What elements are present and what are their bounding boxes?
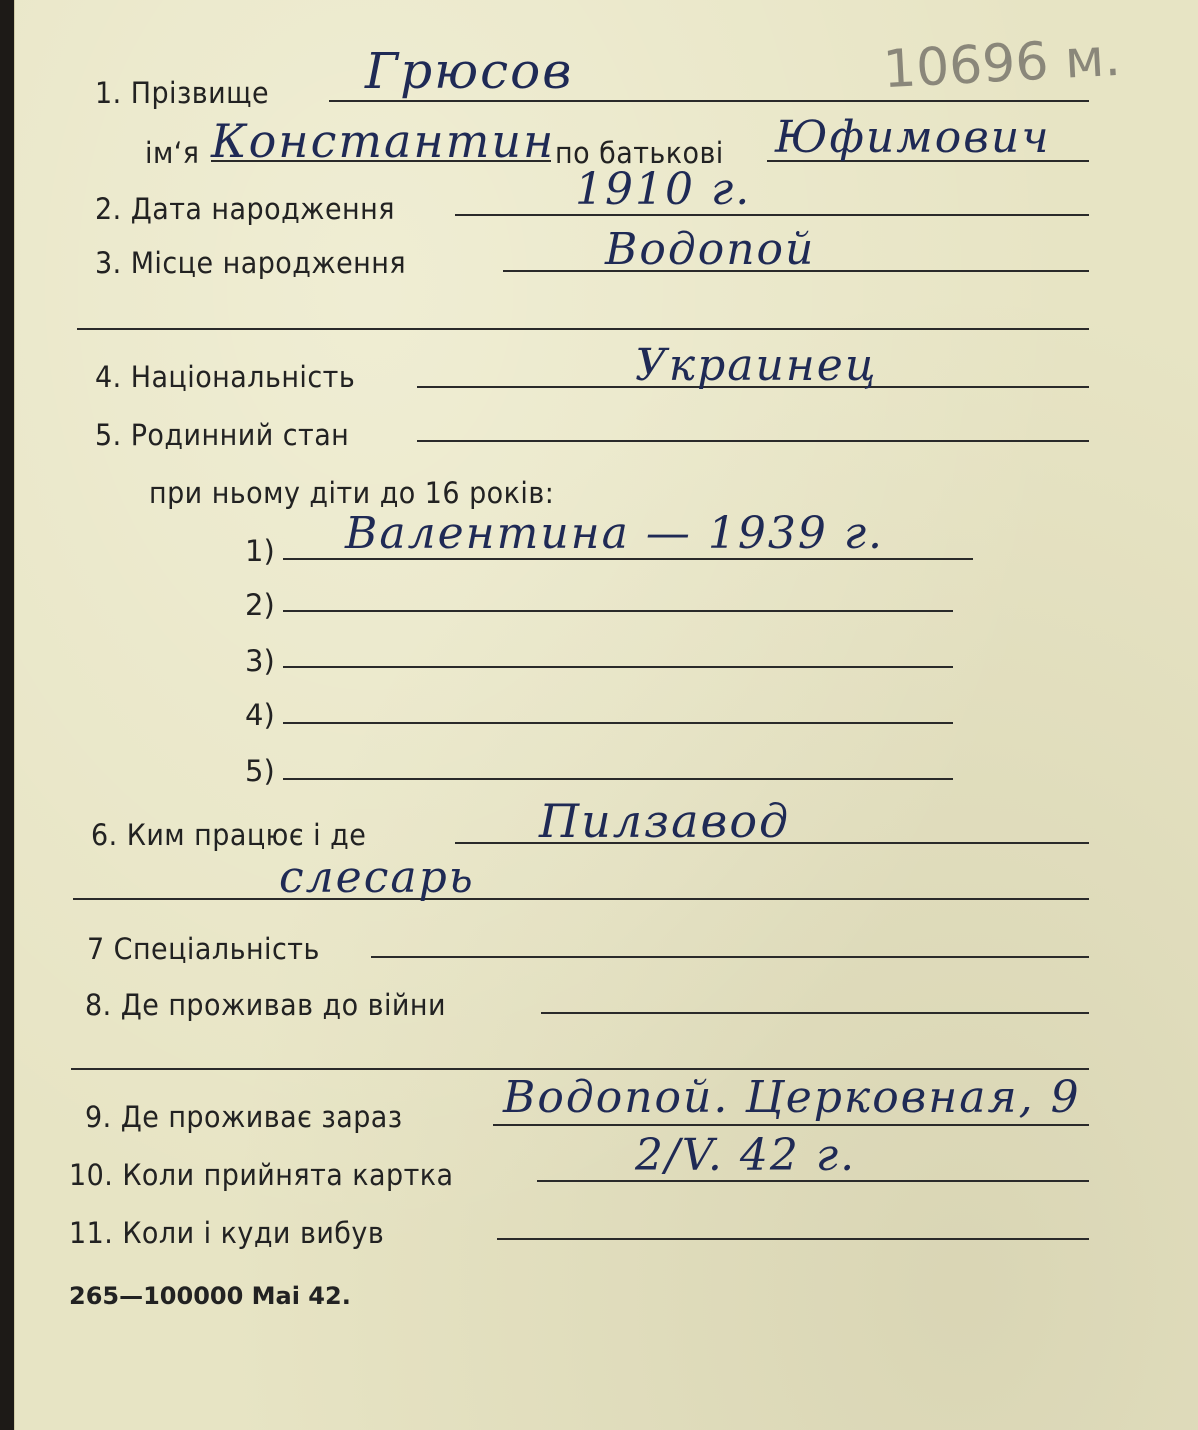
child-line [283,778,953,780]
patronymic-value: Юфимович [775,112,1051,163]
birth-date-value: 1910 г. [575,164,752,215]
prewar-line [541,1012,1089,1014]
work-line-2 [73,898,1089,900]
departure-label: 11. Коли і куди вибув [69,1216,385,1250]
child-index: 1) [245,534,275,568]
serial-number: 10696 м. [881,27,1123,101]
surname-value: Грюсов [365,42,574,100]
birth-place-label: 3. Місце народження [95,246,407,280]
child-value: Валентина — 1939 г. [345,508,885,559]
specialty-line [371,956,1089,958]
nationality-label: 4. Національність [95,360,356,394]
birth-place-line-2 [77,328,1089,330]
print-code: 265—100000 Маі 42. [69,1282,351,1310]
departure-line [497,1238,1089,1240]
child-line [283,722,953,724]
child-line [283,610,953,612]
surname-line [329,100,1089,102]
card-date-value: 2/V. 42 г. [635,1130,857,1181]
marital-line [417,440,1089,442]
current-line [493,1124,1089,1126]
card-date-label: 10. Коли прийнята картка [69,1158,454,1192]
marital-label: 5. Родинний стан [95,418,350,452]
work-value: Пилзавод [539,794,791,848]
patronymic-label: по батькові [555,136,724,170]
name-label: ім‘я [145,136,200,170]
child-index: 5) [245,754,275,788]
child-line [283,666,953,668]
name-value: Константин [211,114,556,168]
prewar-label: 8. Де проживав до війни [85,988,447,1022]
children-label: при ньому діти до 16 років: [149,476,555,510]
birth-date-label: 2. Дата народження [95,192,395,226]
child-index: 2) [245,588,275,622]
work-label: 6. Ким працює і де [91,818,367,852]
nationality-value: Украинец [635,340,878,391]
registration-card [14,0,1198,1430]
current-label: 9. Де проживає зараз [85,1100,403,1134]
birth-date-line [455,214,1089,216]
specialty-label: 7 Спеціальність [87,932,320,966]
birth-place-value: Водопой [605,224,816,275]
child-index: 4) [245,698,275,732]
surname-label: 1. Прізвище [95,76,270,110]
current-value: Водопой. Церковная, 9 [503,1072,1081,1123]
scan-background-edge [0,0,14,1430]
work-value-2: слесарь [279,852,475,903]
prewar-line-2 [71,1068,1089,1070]
child-index: 3) [245,644,275,678]
